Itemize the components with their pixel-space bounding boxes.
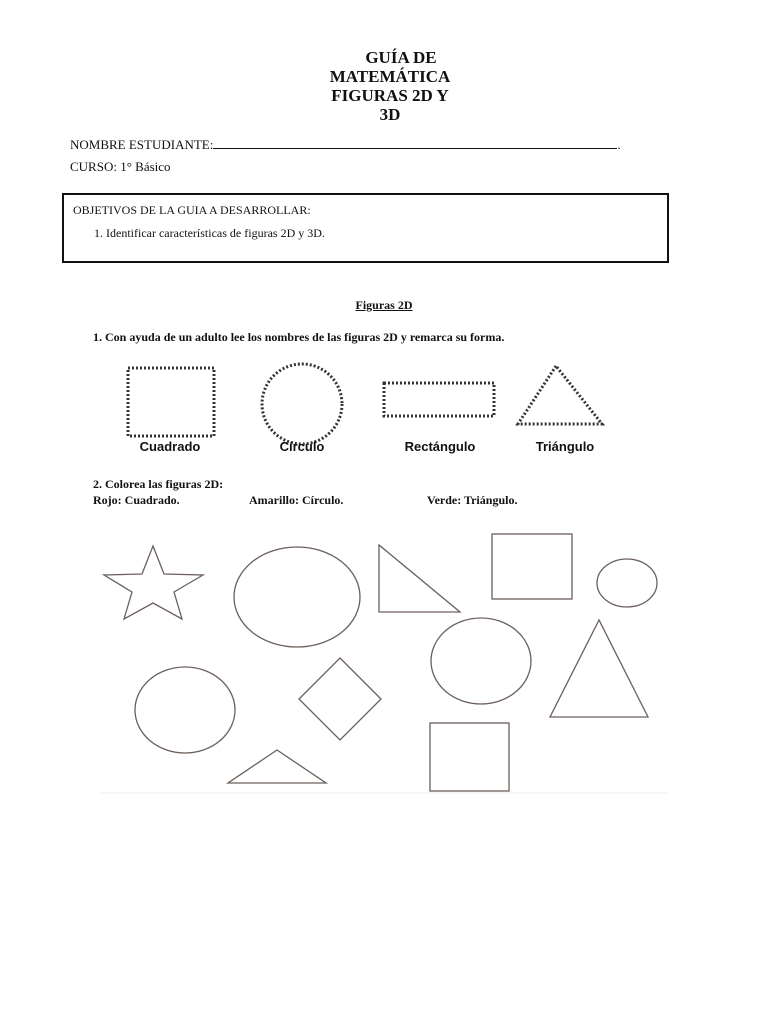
right-triangle-shape[interactable] [379,545,460,612]
square-shape[interactable] [430,723,509,791]
title-line-3: FIGURAS 2D Y [331,86,449,105]
color-key-green: Verde: Triángulo. [427,493,518,507]
title-line-2: MATEMÁTICA [329,67,451,86]
objectives-heading: OBJETIVOS DE LA GUIA A DESARROLLAR: [73,203,311,217]
objective-item: 1. Identificar características de figuras 2D y 3D. [94,226,325,240]
section-title: Figuras 2D [355,298,413,312]
shape-label-triangulo: Triángulo [535,439,595,454]
shape-label-rectangulo: Rectángulo [404,439,476,454]
circle-shape[interactable] [431,618,531,704]
star-shape[interactable] [104,546,203,619]
color-key-yellow: Amarillo: Círculo. [249,493,344,507]
title-line-4: 3D [379,105,401,124]
title-line-1: GUÍA DE [365,48,437,67]
activity2-instruction: 2. Colorea las figuras 2D: [93,477,224,491]
triangle-shape[interactable] [228,750,326,783]
activity1-instruction: 1. Con ayuda de un adulto lee los nombres de las figuras 2D y remarca su forma. [93,330,505,344]
circle-shape[interactable] [234,547,360,647]
shape-label-circulo: Círculo [279,439,325,454]
student-name-end: . [617,137,621,152]
student-name-label: NOMBRE ESTUDIANTE: [70,137,214,152]
shape-label-cuadrado: Cuadrado [139,439,201,454]
triangle-shape[interactable] [550,620,648,717]
diamond-shape[interactable] [299,658,381,740]
circle-shape[interactable] [597,559,657,607]
circle-shape[interactable] [135,667,235,753]
color-key-red: Rojo: Cuadrado. [93,493,180,507]
course-label: CURSO: 1° Básico [70,159,171,174]
square-shape[interactable] [492,534,572,599]
